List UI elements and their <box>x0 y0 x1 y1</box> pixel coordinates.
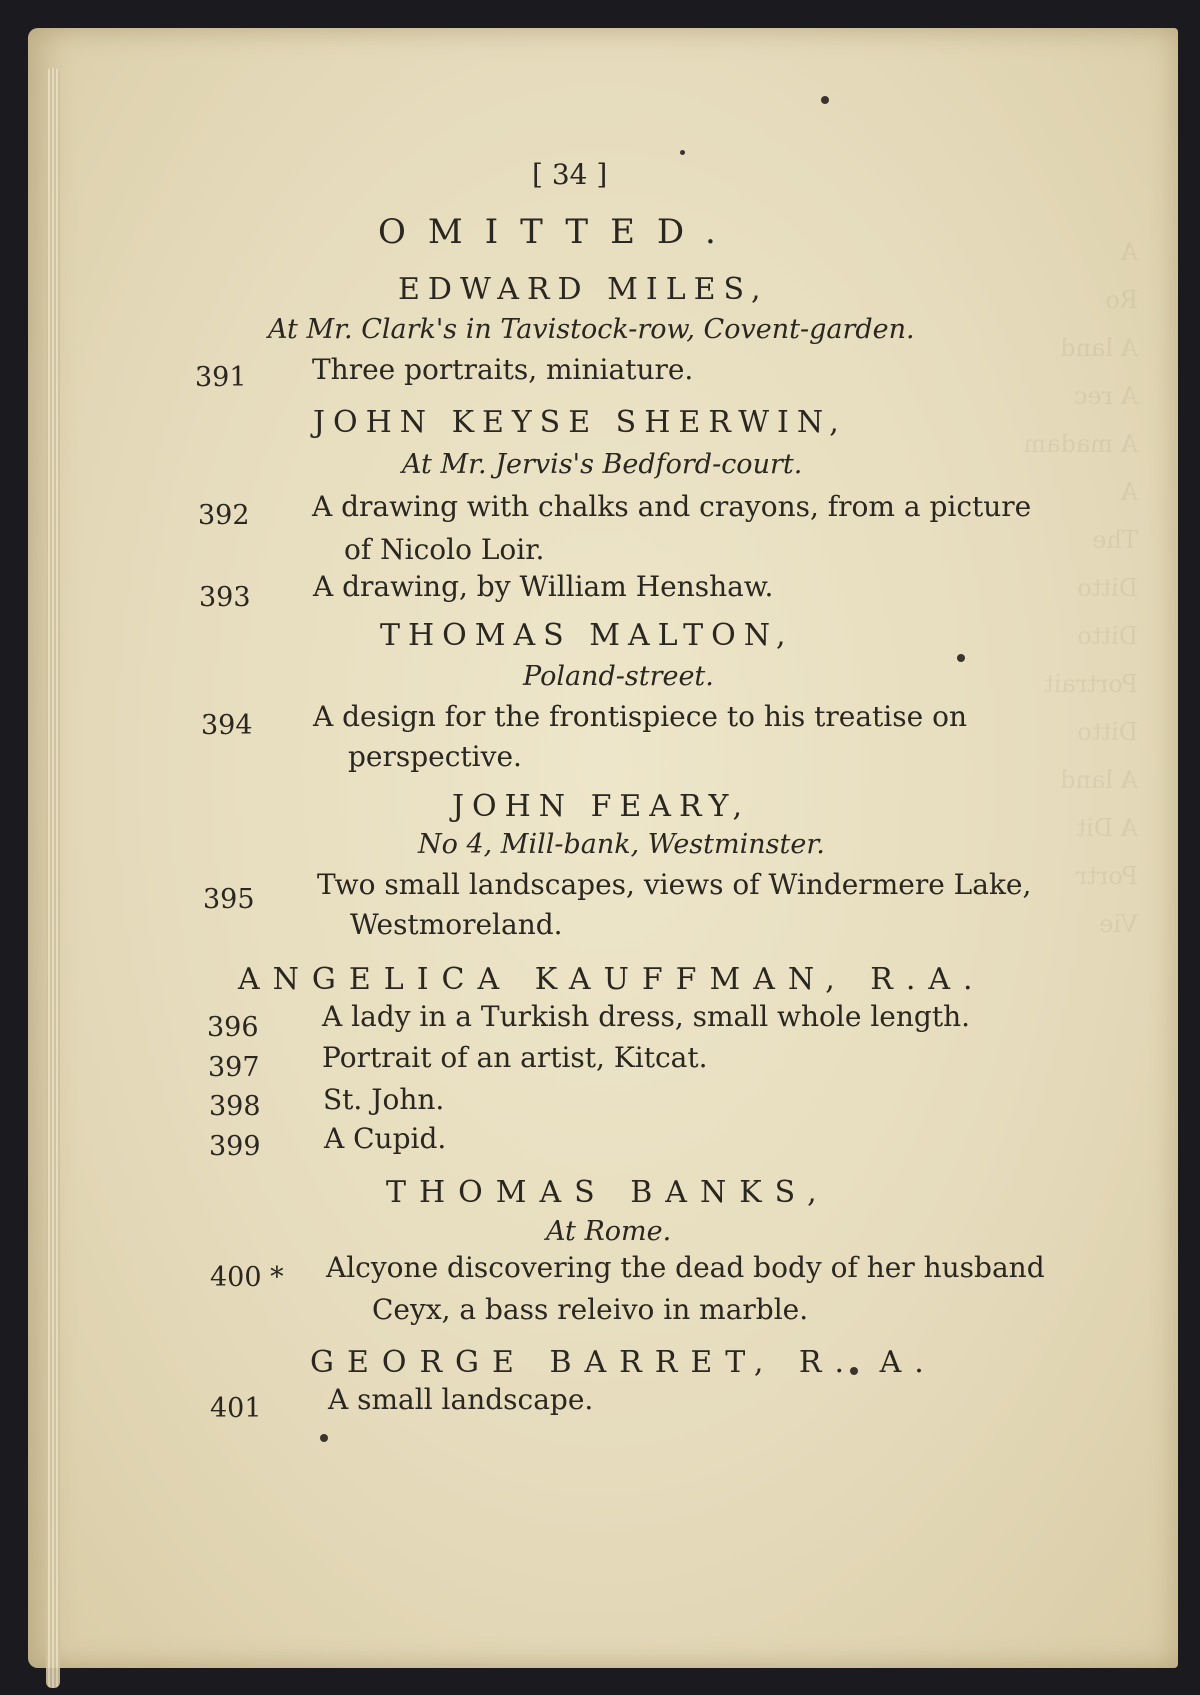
artist-name: THOMAS MALTON, <box>380 618 794 653</box>
catalogue-number: 398 <box>209 1091 261 1122</box>
catalogue-number: 391 <box>195 362 247 393</box>
ink-speck <box>680 150 685 155</box>
page-number: [ 34 ] <box>532 158 608 191</box>
work-description: St. John. <box>323 1083 445 1116</box>
artist-address: At Mr. Jervis's Bedford-court. <box>402 449 803 480</box>
artist-name: THOMAS BANKS, <box>386 1175 830 1210</box>
ink-speck <box>320 1434 328 1442</box>
artist-address: Poland-street. <box>523 661 714 692</box>
catalogue-number: 394 <box>201 710 253 741</box>
work-description: Three portraits, miniature. <box>312 353 694 386</box>
catalogue-number: 399 <box>209 1131 261 1162</box>
catalogue-number: 392 <box>198 500 250 531</box>
ink-speck <box>821 96 829 104</box>
work-description: of Nicolo Loir. <box>344 533 545 566</box>
artist-name: JOHN FEARY, <box>452 789 751 824</box>
work-description: Portrait of an artist, Kitcat. <box>322 1041 708 1074</box>
ink-speck <box>957 654 965 662</box>
work-description: A small landscape. <box>328 1383 594 1416</box>
artist-name: ANGELICA KAUFFMAN, R.A. <box>238 962 986 997</box>
artist-address: At Mr. Clark's in Tavistock-row, Covent-garden. <box>268 314 915 345</box>
work-description: perspective. <box>348 740 522 773</box>
work-description: A Cupid. <box>324 1122 447 1155</box>
catalogue-number: 397 <box>208 1052 260 1083</box>
artist-name: JOHN KEYSE SHERWIN, <box>313 405 847 440</box>
page-edge-decoration <box>46 68 60 1688</box>
artist-name: EDWARD MILES, <box>398 272 769 307</box>
catalogue-number: 393 <box>199 582 251 613</box>
work-description: A design for the frontispiece to his treatise on <box>313 700 967 733</box>
work-description: Westmoreland. <box>350 908 563 941</box>
work-description: A drawing, by William Henshaw. <box>313 570 774 603</box>
catalogue-number: 400 * <box>210 1262 284 1293</box>
work-description: Ceyx, a bass releivo in marble. <box>372 1293 809 1326</box>
work-description: A drawing with chalks and crayons, from a picture <box>312 490 1032 523</box>
bleed-through-text: A Ro A land A rec A madam A The Ditto Ditto Portrait Ditto A land A Dit Portr Vie <box>1023 238 1138 938</box>
artist-address: No 4, Mill-bank, Westminster. <box>418 829 825 860</box>
catalogue-number: 401 <box>210 1393 262 1424</box>
catalogue-number: 395 <box>203 884 255 915</box>
artist-address: At Rome. <box>546 1216 672 1247</box>
artist-name: GEORGE BARRET, R. A. <box>310 1345 937 1380</box>
work-description: Alcyone discovering the dead body of her husband <box>326 1251 1045 1284</box>
work-description: A lady in a Turkish dress, small whole length. <box>322 1000 971 1033</box>
catalogue-number: 396 <box>207 1012 259 1043</box>
page-title: OMITTED. <box>378 212 738 252</box>
work-description: Two small landscapes, views of Windermere Lake, <box>317 868 1032 901</box>
